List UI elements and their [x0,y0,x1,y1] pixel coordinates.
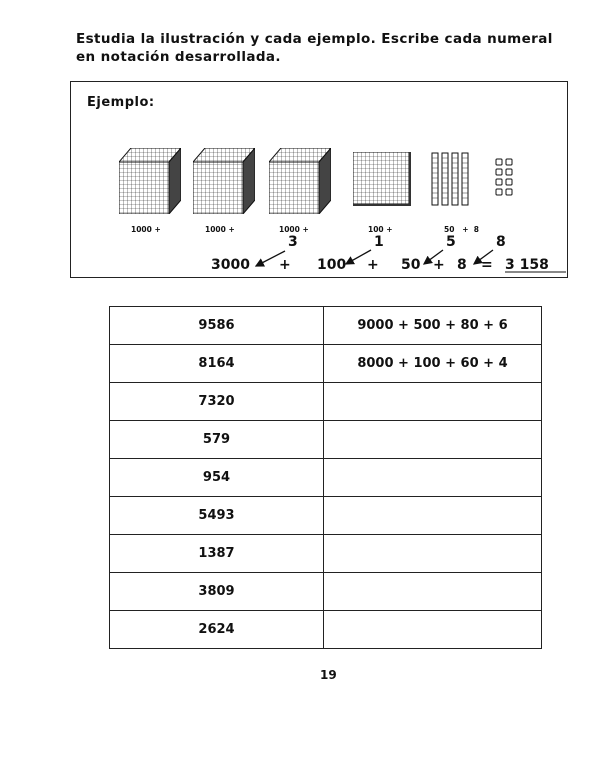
equation-term-3: 50 [401,257,421,273]
table-row [110,307,542,345]
table-row [110,459,542,497]
expanded-notation-cell[interactable]: 8000 + 100 + 60 + 4 [324,345,542,383]
example-title: Ejemplo: [87,95,155,110]
block-label-1: 1000 + [131,225,161,234]
table-row [110,421,542,459]
page-number: 19 [320,668,337,682]
table-row [110,535,542,573]
numeral-cell: 9586 [110,307,324,345]
thousand-cube-icon [193,148,255,214]
equation-result: 3 158 [505,257,549,273]
instructions [76,30,556,66]
equation-plus-2: + [367,257,379,273]
digit-thousands: 3 [288,234,298,250]
digit-tens: 5 [446,234,456,250]
equation-term-2: 100 [317,257,347,273]
answer-table [109,306,542,649]
block-label-5: 50 + 8 [444,225,479,234]
expanded-notation-cell[interactable] [324,383,542,421]
block-label-2: 1000 + [205,225,235,234]
block-label-4: 100 + [368,225,393,234]
numeral-cell: 1387 [110,535,324,573]
expanded-notation-cell[interactable] [324,459,542,497]
numeral-cell: 5493 [110,497,324,535]
expanded-notation-cell[interactable] [324,497,542,535]
table-row [110,497,542,535]
table-row [110,383,542,421]
thousand-cube-icon [119,148,181,214]
unit-cubes-icon [495,158,515,198]
numeral-cell: 2624 [110,611,324,649]
equation-plus-1: + [279,257,291,273]
block-label-3: 1000 + [279,225,309,234]
numeral-cell: 954 [110,459,324,497]
equation-term-1: 3000 [211,257,250,273]
expanded-notation-cell[interactable] [324,421,542,459]
equation-plus-3: + [433,257,445,273]
table-row [110,345,542,383]
example-box [70,81,568,278]
expanded-notation-cell[interactable] [324,535,542,573]
instructions-line-1: Estudia la ilustración y cada ejemplo. Escribe cada numeral [76,31,553,47]
equation-term-4: 8 [457,257,467,273]
numeral-cell: 7320 [110,383,324,421]
instructions-line-2: en notación desarrollada. [76,49,281,65]
digit-units: 8 [496,234,506,250]
numeral-cell: 3809 [110,573,324,611]
table-row [110,573,542,611]
digit-hundreds: 1 [374,234,384,250]
thousand-cube-icon [269,148,331,214]
hundred-flat-icon [353,152,411,206]
numeral-cell: 579 [110,421,324,459]
expanded-notation-cell[interactable] [324,611,542,649]
expanded-notation-cell[interactable]: 9000 + 500 + 80 + 6 [324,307,542,345]
expanded-notation-cell[interactable] [324,573,542,611]
table-row [110,611,542,649]
ten-rods-icon [431,152,471,206]
numeral-cell: 8164 [110,345,324,383]
equation-equals: = [481,257,493,273]
